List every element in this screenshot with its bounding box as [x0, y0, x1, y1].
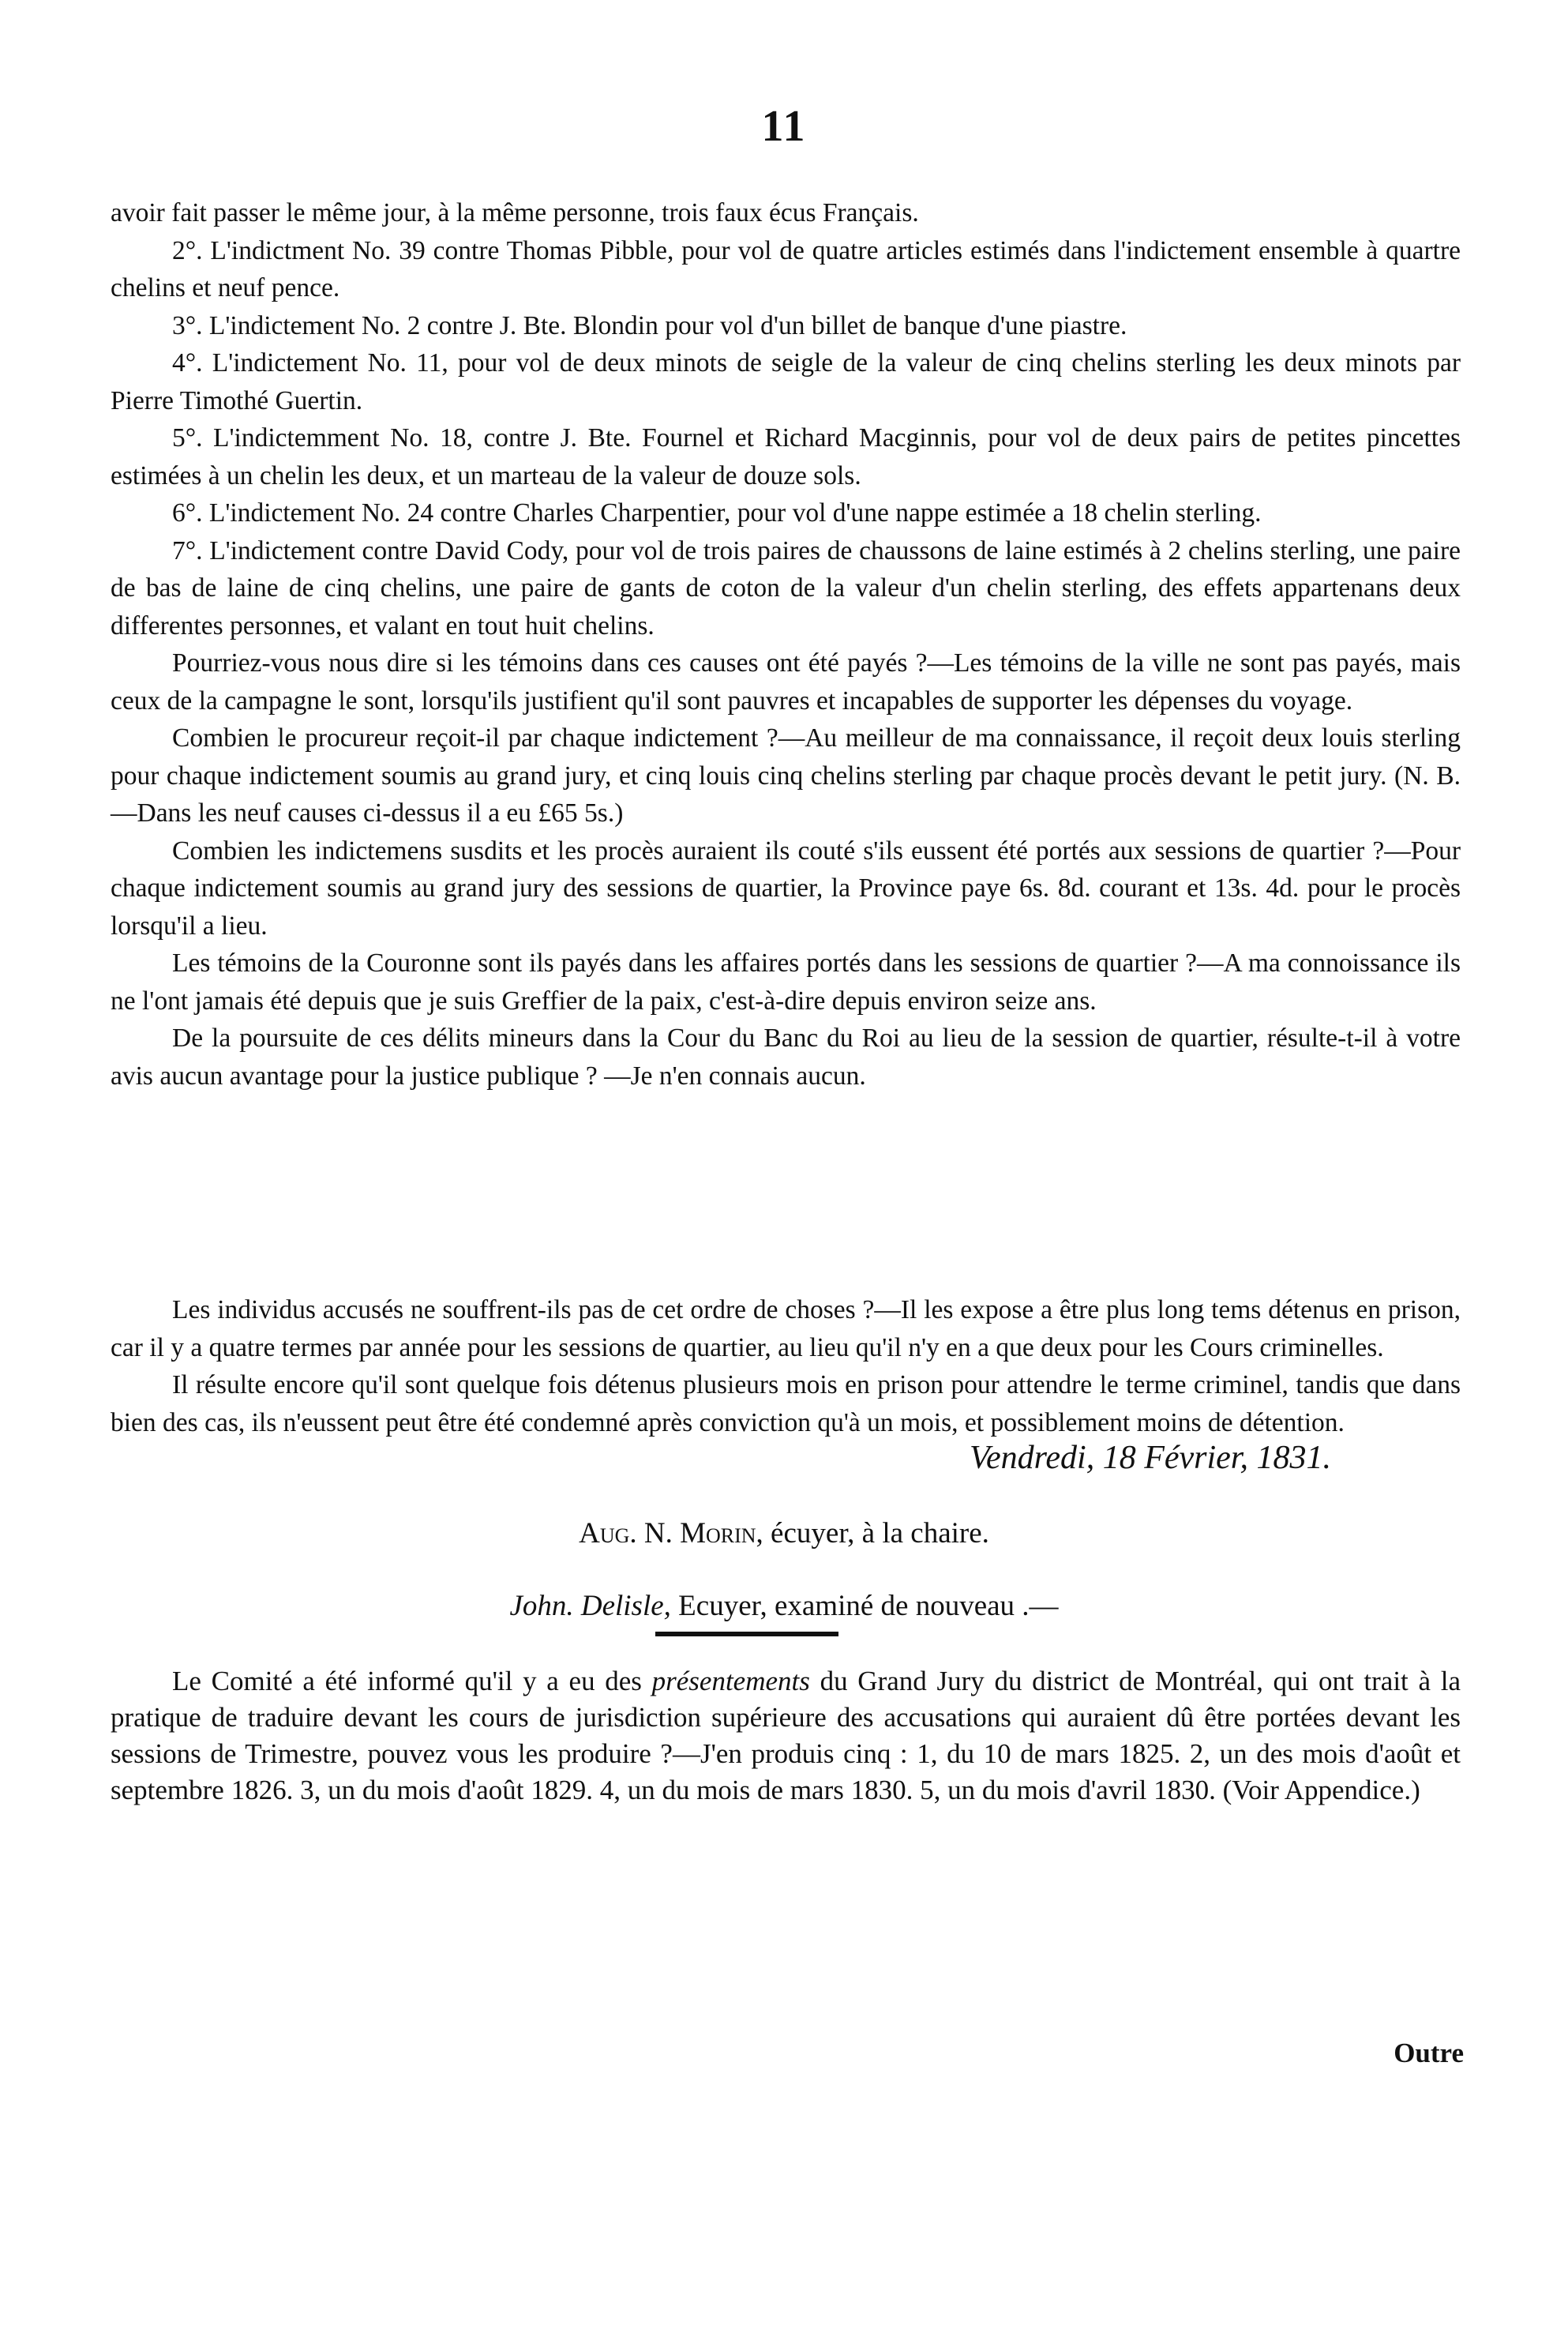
witness-name: John. Delisle, [509, 1590, 671, 1622]
page-number: 11 [761, 102, 807, 151]
paragraph: 3°. L'indictement No. 2 contre J. Bte. Blondin pour vol d'un billet de banque d'une piastre. [172, 310, 1127, 340]
final-paragraph [111, 1663, 1461, 1809]
chair-text: écuyer, à la chaire. [763, 1517, 989, 1550]
final-text-italic: présentements [651, 1666, 810, 1696]
paragraph: De la poursuite de ces délits mineurs dans la Cour du Banc du Roi au lieu de la session de quartier, résulte-t-il à votre avis aucun avantage pour la justice publique ? —Je n'en connais aucun. [111, 1024, 1461, 1091]
paragraph: avoir fait passer le même jour, à la même personne, trois faux écus Français. [111, 198, 919, 227]
session-dateline: Vendredi, 18 Février, 1831. [969, 1440, 1331, 1476]
final-text-end: du Grand Jury du district de Montréal, qui ont trait à la pratique de traduire devant les cours de jurisdiction supérieure des accusations qui auraient dû être portées devant les sessions de Trimestre, pouvez vous les produire ?—J'en produis cinq : 1, du 10 de mars 1825. 2, un des mois d'août et septembre 1826. 3, un du mois d'août 1829. 4, un du mois de mars 1830. 5, un du mois d'avril 1830. (Voir Appendice.) [111, 1666, 1461, 1805]
testimony-block-top [111, 194, 1461, 1095]
paragraph: Les témoins de la Couronne sont ils payés dans les affaires portés dans les sessions de quartier ?—A ma connoissance ils ne l'ont jamais été depuis que je suis Greffier de la paix, c'est-à-dire depuis environ seize ans. [111, 948, 1461, 1016]
witness-text: Ecuyer, examiné de nouveau .— [670, 1590, 1059, 1622]
paragraph: 2°. L'indictment No. 39 contre Thomas Pibble, pour vol de quatre articles estimés dans l'indictement ensemble à quartre chelins et neuf pence. [111, 235, 1461, 302]
chair-line [0, 1516, 1568, 1550]
paragraph: 5°. L'indictemment No. 18, contre J. Bte. Fournel et Richard Macginnis, pour vol de deux pairs de petites pincettes estimées à un chelin les deux, et un marteau de la valeur de douze sols. [111, 423, 1461, 490]
paragraph: 4°. L'indictement No. 11, pour vol de deux minots de seigle de la valeur de cinq chelins sterling les deux minots par Pierre Timothé Guertin. [111, 348, 1461, 415]
paragraph: Pourriez-vous nous dire si les témoins dans ces causes ont été payés ?—Les témoins de la ville ne sont pas payés, mais ceux de la campagne le sont, lorsqu'ils justifient qu'il sont pauvres et incapables de supporter les dépenses du voyage. [111, 648, 1461, 716]
paragraph: Combien les indictemens susdits et les procès auraient ils couté s'ils eussent été portés aux sessions de quartier ?—Pour chaque indictement soumis au grand jury des sessions de quartier, la Province paye 6s. 8d. courant et 13s. 4d. pour le procès lorsqu'il a lieu. [111, 836, 1461, 941]
paragraph: Les individus accusés ne souffrent-ils pas de cet ordre de choses ?—Il les expose a être plus long tems détenus en prison, car il y a quatre termes par année pour les sessions de quartier, au lieu qu'il n'y en a que deux pour les Cours criminelles. [111, 1295, 1461, 1362]
witness-line [0, 1589, 1568, 1623]
testimony-block-middle [111, 1291, 1461, 1441]
catchword: Outre [1394, 2038, 1464, 2068]
chair-name: Aug. N. Morin, [579, 1517, 763, 1550]
paragraph: 7°. L'indictement contre David Cody, pour vol de trois paires de chaussons de laine estimés à 2 chelins sterling, une paire de bas de laine de cinq chelins, une paire de gants de coton de la valeur d'un chelin sterling, des effets appartenans deux differentes personnes, et valant en tout huit chelins. [111, 535, 1461, 640]
final-text-start: Le Comité a été informé qu'il y a eu des [172, 1666, 652, 1696]
section-divider [655, 1632, 838, 1636]
paragraph: 6°. L'indictement No. 24 contre Charles Charpentier, pour vol d'une nappe estimée a 18 chelin sterling. [172, 498, 1262, 528]
paragraph: Il résulte encore qu'il sont quelque fois détenus plusieurs mois en prison pour attendre le terme criminel, tandis que dans bien des cas, ils n'eussent peut être été condemné après conviction qu'à un mois, et possiblement moins de détention. [111, 1370, 1461, 1437]
paragraph: Combien le procureur reçoit-il par chaque indictement ?—Au meilleur de ma connaissance, il reçoit deux louis sterling pour chaque indictement soumis au grand jury, et cinq louis cinq chelins sterling par chaque procès devant le petit jury. (N. B.—Dans les neuf causes ci-dessus il a eu £65 5s.) [111, 723, 1461, 828]
